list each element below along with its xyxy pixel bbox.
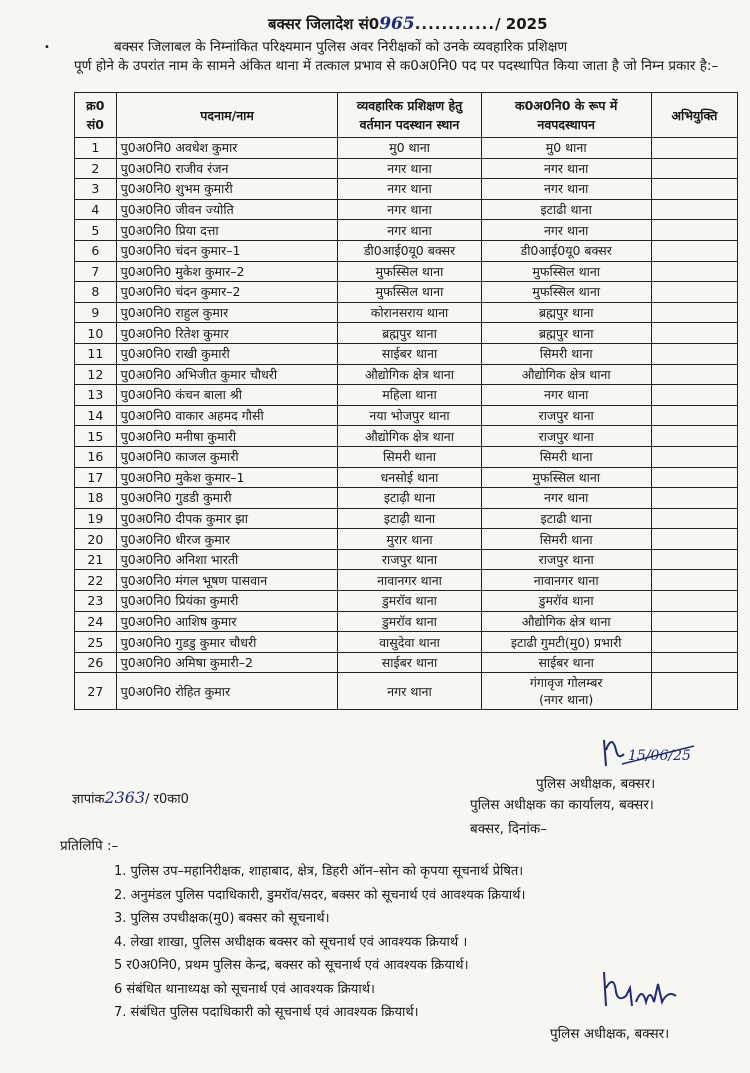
table-row xyxy=(75,488,738,509)
cell-remarks xyxy=(651,158,737,179)
cell-remarks xyxy=(651,570,737,591)
cell-remarks xyxy=(651,611,737,632)
table-row xyxy=(75,138,738,159)
cell-sn: 12 xyxy=(75,364,117,385)
table-row xyxy=(75,570,738,591)
table-row xyxy=(75,261,738,282)
copy-heading: प्रतिलिपि :– xyxy=(60,838,119,854)
cell-sn: 1 xyxy=(75,138,117,159)
signature-2-title: पुलिस अधीक्षक, बक्सर। xyxy=(550,1026,670,1042)
cell-new-posting: राजपुर थाना xyxy=(481,549,651,570)
copy-item: 6 संबंधित थानाध्यक्ष को सूचनार्थ एवं आवश्यक क्रियार्थ। xyxy=(114,981,375,997)
cell-sn: 23 xyxy=(75,591,117,612)
cell-remarks xyxy=(651,199,737,220)
cell-current-posting: मु0 थाना xyxy=(338,138,481,159)
cell-current-posting: डी0आई0यू0 बक्सर xyxy=(338,240,481,261)
cell-sn: 27 xyxy=(75,673,117,710)
cell-new-posting: नगर थाना xyxy=(481,179,651,200)
cell-current-posting: डुमरॉव थाना xyxy=(338,611,481,632)
table-row xyxy=(75,343,738,364)
cell-new-posting: ब्रह्मपुर थाना xyxy=(481,302,651,323)
cell-sn: 22 xyxy=(75,570,117,591)
table-row xyxy=(75,364,738,385)
signature-2-image xyxy=(596,966,686,1021)
cell-name: पु0अ0नि0 कंचन बाला श्री xyxy=(116,385,338,406)
cell-remarks xyxy=(651,282,737,303)
table-row xyxy=(75,323,738,344)
cell-remarks xyxy=(651,549,737,570)
table-row xyxy=(75,446,738,467)
signature-1-office: पुलिस अधीक्षक का कार्यालय, बक्सर। xyxy=(470,797,654,813)
cell-new-posting: इटाढी गुमटी(मु0) प्रभारी xyxy=(481,632,651,653)
table-row xyxy=(75,549,738,570)
table-header-row xyxy=(75,93,738,138)
header-current-posting: व्यवहारिक प्रशिक्षण हेतु वर्तमान पदस्थान स्थान xyxy=(338,93,481,138)
cell-current-posting: धनसोई थाना xyxy=(338,467,481,488)
table-row xyxy=(75,467,738,488)
order-title xyxy=(268,14,568,34)
title-dots: ............ xyxy=(414,15,496,33)
table-row xyxy=(75,282,738,303)
copy-item: 1. पुलिस उप–महानिरीक्षक, शाहाबाद, क्षेत्र, डिहरी ऑन–सोन को कृपया सूचनार्थ प्रेषित। xyxy=(114,864,524,879)
signature-1-place-date xyxy=(470,819,655,840)
cell-name: पु0अ0नि0 प्रियंका कुमारी xyxy=(116,591,338,612)
cell-current-posting: औद्योगिक क्षेत्र थाना xyxy=(338,426,481,447)
cell-new-posting: नगर थाना xyxy=(481,385,651,406)
table-row xyxy=(75,158,738,179)
signature-1-block xyxy=(470,774,655,840)
cell-new-posting: ब्रह्मपुर थाना xyxy=(481,323,651,344)
cell-remarks xyxy=(651,240,737,261)
cell-new-posting xyxy=(481,673,651,710)
cell-sn: 25 xyxy=(75,632,117,653)
cell-remarks xyxy=(651,385,737,406)
cell-name: पु0अ0नि0 मंगल भूषण पासवान xyxy=(116,570,338,591)
cell-remarks xyxy=(651,632,737,653)
cell-current-posting: सिमरी थाना xyxy=(338,446,481,467)
cell-remarks xyxy=(651,426,737,447)
table-row xyxy=(75,652,738,673)
cell-current-posting: कोरानसराय थाना xyxy=(338,302,481,323)
cell-current-posting: साईबर थाना xyxy=(338,652,481,673)
cell-remarks xyxy=(651,591,737,612)
cell-new-posting: मुफस्सिल थाना xyxy=(481,282,651,303)
table-row xyxy=(75,591,738,612)
place-date-text: बक्सर, दिनांक– xyxy=(470,821,547,837)
intro-paragraph xyxy=(74,38,736,76)
cell-remarks xyxy=(651,138,737,159)
cell-current-posting: इटाढ़ी थाना xyxy=(338,488,481,509)
cell-sn: 4 xyxy=(75,199,117,220)
table-row xyxy=(75,632,738,653)
copy-item: 5 र0अ0नि0, प्रथम पुलिस केन्द्र, बक्सर को सूचनार्थ एवं आवश्यक क्रियार्थ। xyxy=(114,958,469,973)
cell-sn: 13 xyxy=(75,385,117,406)
cell-remarks xyxy=(651,405,737,426)
cell-name: पु0अ0नि0 राहुल कुमार xyxy=(116,302,338,323)
cell-name: पु0अ0नि0 धीरज कुमार xyxy=(116,529,338,550)
memo-suffix: / र0का0 xyxy=(145,792,189,807)
cell-remarks xyxy=(651,261,737,282)
intro-line-3: जाता है जो निम्न प्रकार है:– xyxy=(582,58,719,74)
table-row xyxy=(75,199,738,220)
cell-sn: 10 xyxy=(75,323,117,344)
cell-name: पु0अ0नि0 गुडडी कुमारी xyxy=(116,488,338,509)
cell-name: पु0अ0नि0 शुभम कुमारी xyxy=(116,179,338,200)
cell-sn: 5 xyxy=(75,220,117,241)
bullet-mark: • xyxy=(44,42,50,53)
cell-new-posting: राजपुर थाना xyxy=(481,426,651,447)
memo-number-handwritten: 2363 xyxy=(104,788,146,807)
cell-new-posting: मु0 थाना xyxy=(481,138,651,159)
cell-current-posting: इटाढ़ी थाना xyxy=(338,508,481,529)
cell-name: पु0अ0नि0 राजीव रंजन xyxy=(116,158,338,179)
cell-name: पु0अ0नि0 राखी कुमारी xyxy=(116,343,338,364)
cell-current-posting: नगर थाना xyxy=(338,179,481,200)
cell-name: पु0अ0नि0 आशिष कुमार xyxy=(116,611,338,632)
table-row xyxy=(75,529,738,550)
cell-sn: 19 xyxy=(75,508,117,529)
cell-sn: 24 xyxy=(75,611,117,632)
cell-new-posting: नगर थाना xyxy=(481,220,651,241)
cell-name: पु0अ0नि0 गुडडु कुमार चौधरी xyxy=(116,632,338,653)
cell-new-posting: मुफस्सिल थाना xyxy=(481,467,651,488)
cell-sn: 20 xyxy=(75,529,117,550)
cell-current-posting: नावानगर थाना xyxy=(338,570,481,591)
copy-list xyxy=(114,860,525,1025)
cell-name: पु0अ0नि0 अवधेश कुमार xyxy=(116,138,338,159)
cell-current-posting: औद्योगिक क्षेत्र थाना xyxy=(338,364,481,385)
header-remarks: अभियुक्ति xyxy=(651,93,737,138)
cell-name: पु0अ0नि0 मनीषा कुमारी xyxy=(116,426,338,447)
cell-remarks xyxy=(651,673,737,710)
cell-current-posting: मुफस्सिल थाना xyxy=(338,261,481,282)
header-name: पदनाम/नाम xyxy=(116,93,338,138)
cell-current-posting: नगर थाना xyxy=(338,220,481,241)
cell-name: पु0अ0नि0 जीवन ज्योति xyxy=(116,199,338,220)
cell-current-posting: डुमरॉव थाना xyxy=(338,591,481,612)
cell-remarks xyxy=(651,302,737,323)
copy-item: 2. अनुमंडल पुलिस पदाधिकारी, डुमरॉव/सदर, बक्सर को सूचनार्थ एवं आवश्यक क्रियार्थ। xyxy=(114,887,526,903)
new-posting-line-2: (नगर थाना) xyxy=(539,692,594,708)
cell-sn: 11 xyxy=(75,343,117,364)
cell-current-posting: नगर थाना xyxy=(338,673,481,710)
cell-remarks xyxy=(651,446,737,467)
table-row xyxy=(75,673,738,710)
cell-name: पु0अ0नि0 अमिषा कुमारी–2 xyxy=(116,652,338,673)
cell-current-posting: साईबर थाना xyxy=(338,343,481,364)
cell-remarks xyxy=(651,488,737,509)
cell-new-posting: नगर थाना xyxy=(481,158,651,179)
cell-new-posting: औद्योगिक क्षेत्र थाना xyxy=(481,364,651,385)
copy-item: 7. संबंधित पुलिस पदाधिकारी को सूचनार्थ एवं आवश्यक क्रियार्थ। xyxy=(114,1005,419,1020)
cell-name: पु0अ0नि0 वाकार अहमद गौसी xyxy=(116,405,338,426)
cell-remarks xyxy=(651,364,737,385)
cell-name: पु0अ0नि0 चंदन कुमार–2 xyxy=(116,282,338,303)
table-row xyxy=(75,426,738,447)
cell-remarks xyxy=(651,343,737,364)
cell-sn: 9 xyxy=(75,302,117,323)
copy-item: 3. पुलिस उपधीक्षक(मु0) बक्सर को सूचनार्थ। xyxy=(114,911,330,926)
cell-name: पु0अ0नि0 मुकेश कुमार–1 xyxy=(116,467,338,488)
cell-remarks xyxy=(651,179,737,200)
cell-new-posting: मुफस्सिल थाना xyxy=(481,261,651,282)
cell-name: पु0अ0नि0 चंदन कुमार–1 xyxy=(116,240,338,261)
cell-remarks xyxy=(651,652,737,673)
title-prefix: बक्सर जिलादेश सं0 xyxy=(268,15,380,33)
memo-label: ज्ञापांक xyxy=(72,792,105,807)
cell-current-posting: मुरार थाना xyxy=(338,529,481,550)
signature-1-date: 15/06/25 xyxy=(628,748,691,764)
intro-line-1: बक्सर जिलाबल के निम्नांकित परिक्ष्यमान पुलिस अवर निरीक्षकों को उनके व्यवहारिक प्रशिक्षण xyxy=(114,39,568,55)
cell-current-posting: नया भोजपुर थाना xyxy=(338,405,481,426)
cell-new-posting: इटाढी थाना xyxy=(481,199,651,220)
cell-name: पु0अ0नि0 काजल कुमारी xyxy=(116,446,338,467)
cell-new-posting: डी0आई0यू0 बक्सर xyxy=(481,240,651,261)
posting-table xyxy=(74,92,738,710)
cell-new-posting: सिमरी थाना xyxy=(481,343,651,364)
cell-remarks xyxy=(651,323,737,344)
cell-current-posting: वासुदेवा थाना xyxy=(338,632,481,653)
cell-new-posting: इटाढी थाना xyxy=(481,508,651,529)
table-row xyxy=(75,179,738,200)
cell-sn: 18 xyxy=(75,488,117,509)
cell-name: पु0अ0नि0 मुकेश कुमार–2 xyxy=(116,261,338,282)
cell-sn: 6 xyxy=(75,240,117,261)
header-new-posting: क0अ0नि0 के रूप में नवपदस्थापन xyxy=(481,93,651,138)
cell-remarks xyxy=(651,467,737,488)
table-row xyxy=(75,302,738,323)
table-body xyxy=(75,138,738,710)
cell-current-posting: नगर थाना xyxy=(338,199,481,220)
cell-remarks xyxy=(651,529,737,550)
cell-remarks xyxy=(651,220,737,241)
cell-new-posting: सिमरी थाना xyxy=(481,446,651,467)
cell-sn: 2 xyxy=(75,158,117,179)
cell-new-posting: साईबर थाना xyxy=(481,652,651,673)
cell-new-posting: डुमरॉव थाना xyxy=(481,591,651,612)
cell-current-posting: मुफस्सिल थाना xyxy=(338,282,481,303)
title-suffix: / 2025 xyxy=(495,15,548,33)
cell-current-posting: महिला थाना xyxy=(338,385,481,406)
cell-sn: 14 xyxy=(75,405,117,426)
cell-name: पु0अ0नि0 अभिजीत कुमार चौधरी xyxy=(116,364,338,385)
table-row xyxy=(75,611,738,632)
cell-name: पु0अ0नि0 प्रिया दत्ता xyxy=(116,220,338,241)
cell-sn: 17 xyxy=(75,467,117,488)
cell-new-posting: नावानगर थाना xyxy=(481,570,651,591)
cell-sn: 3 xyxy=(75,179,117,200)
table-row xyxy=(75,220,738,241)
cell-current-posting: राजपुर थाना xyxy=(338,549,481,570)
cell-new-posting: औद्योगिक क्षेत्र थाना xyxy=(481,611,651,632)
memo-number xyxy=(72,788,189,807)
header-sn: क्र0 सं0 xyxy=(75,93,117,138)
cell-sn: 15 xyxy=(75,426,117,447)
cell-current-posting: नगर थाना xyxy=(338,158,481,179)
order-number-handwritten: 965 xyxy=(379,14,415,34)
cell-current-posting: ब्रह्मपुर थाना xyxy=(338,323,481,344)
intro-line-2: पूर्ण होने के उपरांत नाम के सामने अंकित थाना में तत्काल प्रभाव से क0अ0नि0 पद पर पदस्थापित किया xyxy=(74,58,579,74)
cell-name: पु0अ0नि0 रोहित कुमार xyxy=(116,673,338,710)
cell-remarks xyxy=(651,508,737,529)
signature-1-image xyxy=(598,720,708,780)
table-row xyxy=(75,385,738,406)
table-row xyxy=(75,240,738,261)
cell-sn: 21 xyxy=(75,549,117,570)
cell-sn: 26 xyxy=(75,652,117,673)
cell-new-posting: सिमरी थाना xyxy=(481,529,651,550)
cell-new-posting: नगर थाना xyxy=(481,488,651,509)
cell-sn: 16 xyxy=(75,446,117,467)
table-row xyxy=(75,508,738,529)
signature-1-title: पुलिस अधीक्षक, बक्सर। xyxy=(536,776,656,792)
new-posting-line-1: गंगावृज गोलम्बर xyxy=(529,675,603,691)
cell-name: पु0अ0नि0 रितेश कुमार xyxy=(116,323,338,344)
copy-item: 4. लेखा शाखा, पुलिस अधीक्षक बक्सर को सूचनार्थ एवं आवश्यक क्रियार्थ । xyxy=(114,934,468,950)
cell-sn: 8 xyxy=(75,282,117,303)
cell-new-posting: राजपुर थाना xyxy=(481,405,651,426)
cell-name: पु0अ0नि0 अनिशा भारती xyxy=(116,549,338,570)
cell-sn: 7 xyxy=(75,261,117,282)
cell-name: पु0अ0नि0 दीपक कुमार झा xyxy=(116,508,338,529)
table-row xyxy=(75,405,738,426)
